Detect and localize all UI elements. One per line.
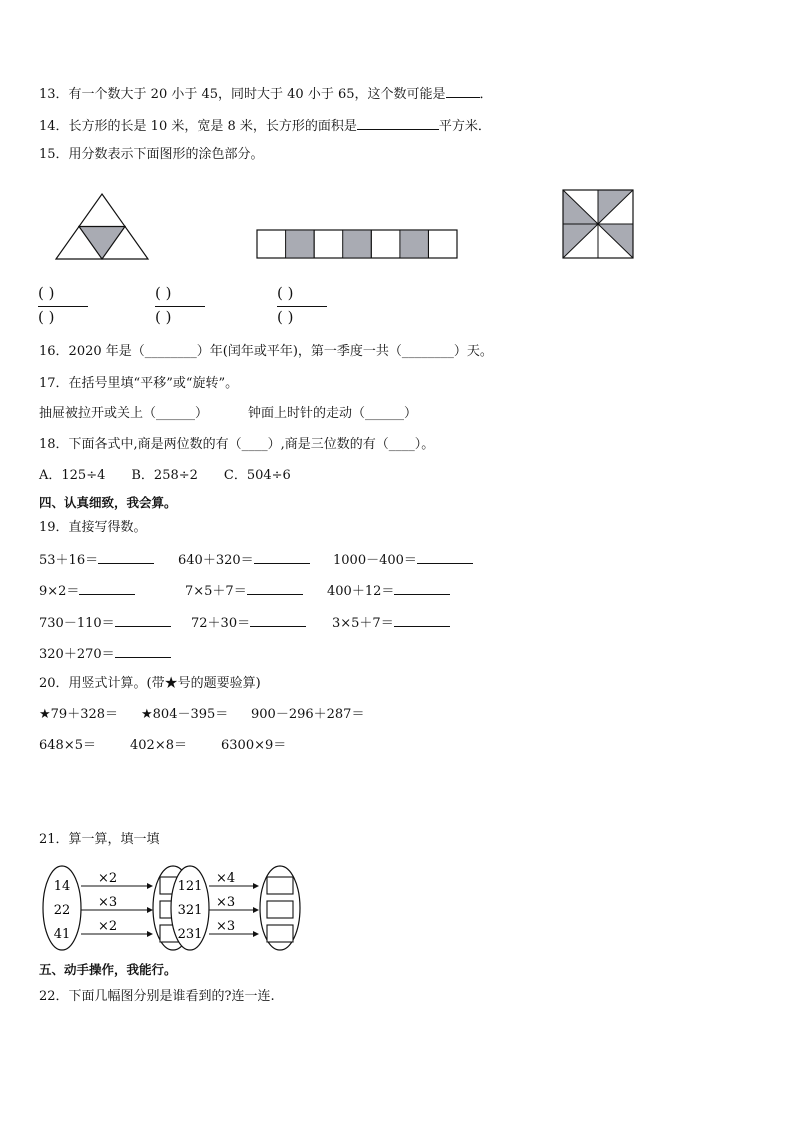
svg-text:×3: ×3: [98, 895, 118, 910]
answer-blank[interactable]: [115, 614, 171, 627]
question-17-a: 抽屉被拉开或关上（______）: [39, 406, 209, 421]
fraction-bar: [155, 306, 205, 307]
answer-blank[interactable]: [79, 582, 135, 595]
triangle-figure: [55, 192, 151, 262]
vertical-calc-item: 900－296＋287＝: [251, 707, 365, 722]
calc-item: 1000－400＝: [333, 551, 473, 569]
question-17-b: 钟面上时针的走动（______）: [248, 406, 418, 421]
calc-item: 730－110＝: [39, 614, 171, 632]
question-19-text: 19．直接写得数。: [39, 520, 147, 535]
svg-text:41: 41: [53, 927, 71, 942]
svg-text:×3: ×3: [216, 895, 236, 910]
answer-box: [267, 901, 293, 918]
svg-text:121: 121: [177, 879, 203, 894]
svg-text:×3: ×3: [216, 919, 236, 934]
vertical-calc-item: 402×8＝: [130, 738, 187, 753]
answer-blank[interactable]: [394, 582, 450, 595]
question-20-text: 20．用竖式计算。(带★号的题要验算): [39, 676, 261, 691]
svg-text:×4: ×4: [216, 871, 236, 886]
calc-item: 72＋30＝: [191, 614, 306, 632]
fraction-answer-3[interactable]: ( ) ( ): [277, 285, 329, 329]
vertical-calc-item: ★804－395＝: [141, 707, 229, 722]
svg-text:×2: ×2: [98, 871, 118, 886]
svg-text:231: 231: [177, 927, 203, 942]
calc-item: 640＋320＝: [178, 551, 310, 569]
calc-item: 9×2＝: [39, 582, 135, 600]
answer-blank[interactable]: [446, 85, 480, 98]
vertical-calc-item: 6300×9＝: [221, 738, 287, 753]
answer-blank[interactable]: [247, 582, 303, 595]
question-21-text: 21．算一算，填一填: [39, 832, 160, 847]
answer-blank[interactable]: [417, 551, 473, 564]
svg-text:×2: ×2: [98, 919, 118, 934]
answer-blank[interactable]: [250, 614, 306, 627]
strip-figure: [256, 229, 460, 261]
section-5-title: 五、动手操作，我能行。: [39, 962, 177, 977]
answer-box: [267, 877, 293, 894]
question-13-text: 13．有一个数大于 20 小于 45，同时大于 40 小于 65，这个数可能是: [39, 87, 446, 102]
svg-text:321: 321: [177, 903, 203, 918]
vertical-calc-item: ★79＋328＝: [39, 707, 119, 722]
question-18-text: 18．下面各式中,商是两位数的有（____）,商是三位数的有（____）。: [39, 437, 435, 452]
fraction-bar: [38, 306, 88, 307]
svg-text:22: 22: [53, 903, 71, 918]
section-4-title: 四、认真细致，我会算。: [39, 495, 177, 510]
answer-blank[interactable]: [254, 551, 310, 564]
svg-text:14: 14: [53, 879, 71, 894]
answer-blank[interactable]: [98, 551, 154, 564]
question-15-text: 15．用分数表示下面图形的涂色部分。: [39, 147, 264, 162]
fraction-answer-2[interactable]: ( ) ( ): [155, 285, 207, 329]
fraction-answer-1[interactable]: ( ) ( ): [38, 285, 90, 329]
calc-item: 53＋16＝: [39, 551, 154, 569]
square-figure: [562, 189, 636, 261]
calc-item: 320＋270＝: [39, 645, 171, 663]
fraction-bar: [277, 306, 327, 307]
answer-blank[interactable]: [357, 117, 439, 130]
answer-box: [267, 925, 293, 942]
answer-blank[interactable]: [394, 614, 450, 627]
question-22-text: 22．下面几幅图分别是谁看到的?连一连.: [39, 989, 275, 1004]
question-14-text: 14．长方形的长是 10 米，宽是 8 米，长方形的面积是: [39, 119, 357, 134]
calc-item: 7×5＋7＝: [185, 582, 303, 600]
question-16-text: 16．2020 年是（________）年(闰年或平年)，第一季度一共（________）天。: [39, 344, 493, 359]
answer-blank[interactable]: [115, 645, 171, 658]
question-14: 14．长方形的长是 10 米，宽是 8 米，长方形的面积是 平方米．: [39, 119, 491, 134]
question-13: 13．有一个数大于 20 小于 45，同时大于 40 小于 65，这个数可能是 ．: [39, 87, 493, 102]
vertical-calc-item: 648×5＝: [39, 738, 96, 753]
multiply-diagram: [40, 864, 302, 954]
calc-item: 400＋12＝: [327, 582, 450, 600]
question-18-options: A．125÷4 B．258÷2 C．504÷6: [39, 468, 291, 483]
calc-item: 3×5＋7＝: [332, 614, 450, 632]
question-17-text: 17．在括号里填“平移”或“旋转”。: [39, 376, 239, 391]
